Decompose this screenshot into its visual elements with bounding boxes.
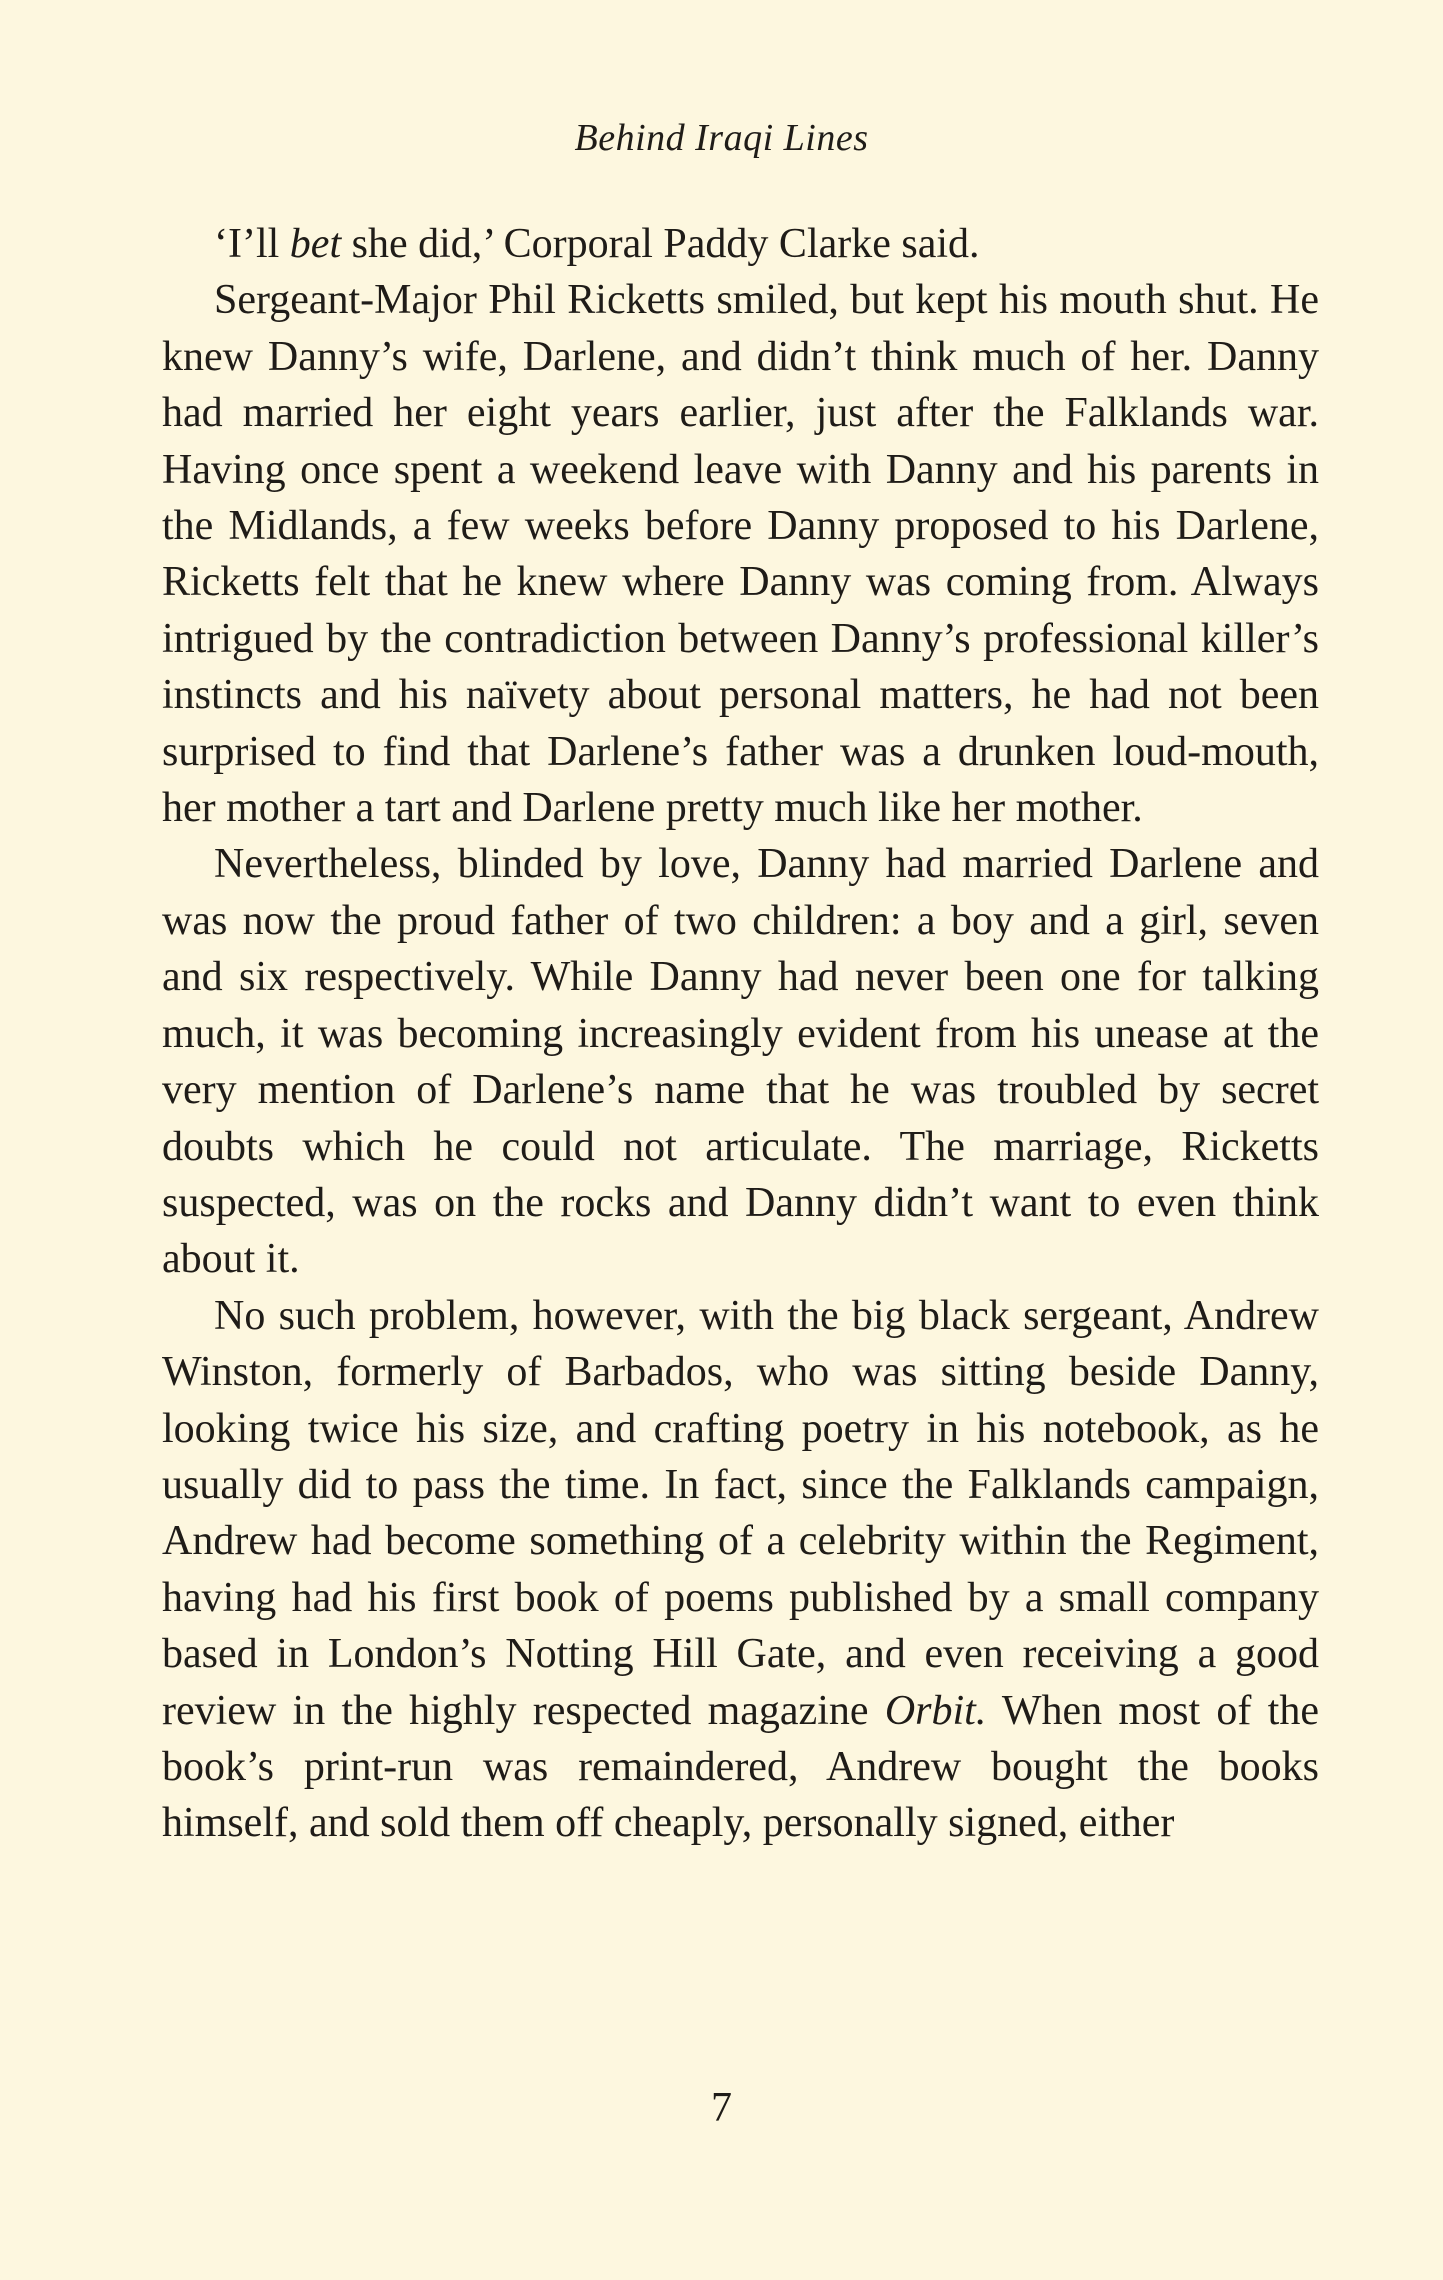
text-segment: When most of the book’s print-run was remaindered, Andrew bought the books himself, and sold them off cheaply, personally signed, either [162, 1687, 1319, 1847]
running-head: Behind Iraqi Lines [574, 117, 869, 159]
paragraph [162, 272, 1319, 836]
paragraph [162, 836, 1319, 1287]
text-segment: Nevertheless, blinded by love, Danny had married Darlene and was now the proud father of two children: a boy and a girl, seven and six respectively. While Danny had never been one for talking much, it was becoming increasingly evident from his unease at the very mention of Darlene’s name that he was troubled by secret doubts which he could not articulate. The marriage, Ricketts suspected, was on the rocks and Danny didn’t want to even think about it. [162, 841, 1319, 1283]
body-text [162, 216, 1319, 1852]
text-segment: Sergeant-Major Phil Ricketts smiled, but kept his mouth shut. He knew Danny’s wife, Darlene, and didn’t think much of her. Danny had married her eight years earlier, just after the Falklands war. Having once spent a weekend leave with Danny and his parents in the Midlands, a few weeks before Danny proposed to his Darlene, Ricketts felt that he knew where Danny was coming from. Always intrigued by the contradiction between Danny’s professional killer’s instincts and his naïvety about personal matters, he had not been surprised to find that Darlene’s father was a drunken loud-mouth, her mother a tart and Darlene pretty much like her mother. [162, 277, 1319, 832]
text-segment: ‘I’ll [214, 221, 290, 267]
text-segment: she did,’ Corporal Paddy Clarke said. [341, 221, 980, 267]
text-segment: No such problem, however, with the big black sergeant, Andrew Winston, formerly of Barbados, who was sitting beside Danny, looking twice his size, and crafting poetry in his notebook, as he usually did to pass the time. In fact, since the Falklands campaign, Andrew had become something of a celebrity within the Regiment, having had his first book of poems published by a small company based in London’s Notting Hill Gate, and even receiving a good review in the highly respected magazine [162, 1292, 1319, 1734]
page-number: 7 [711, 2085, 732, 2131]
italic-text-segment: bet [289, 221, 342, 267]
paragraph [162, 216, 1319, 272]
italic-text-segment: Orbit. [884, 1687, 987, 1734]
paragraph [162, 1288, 1319, 1852]
